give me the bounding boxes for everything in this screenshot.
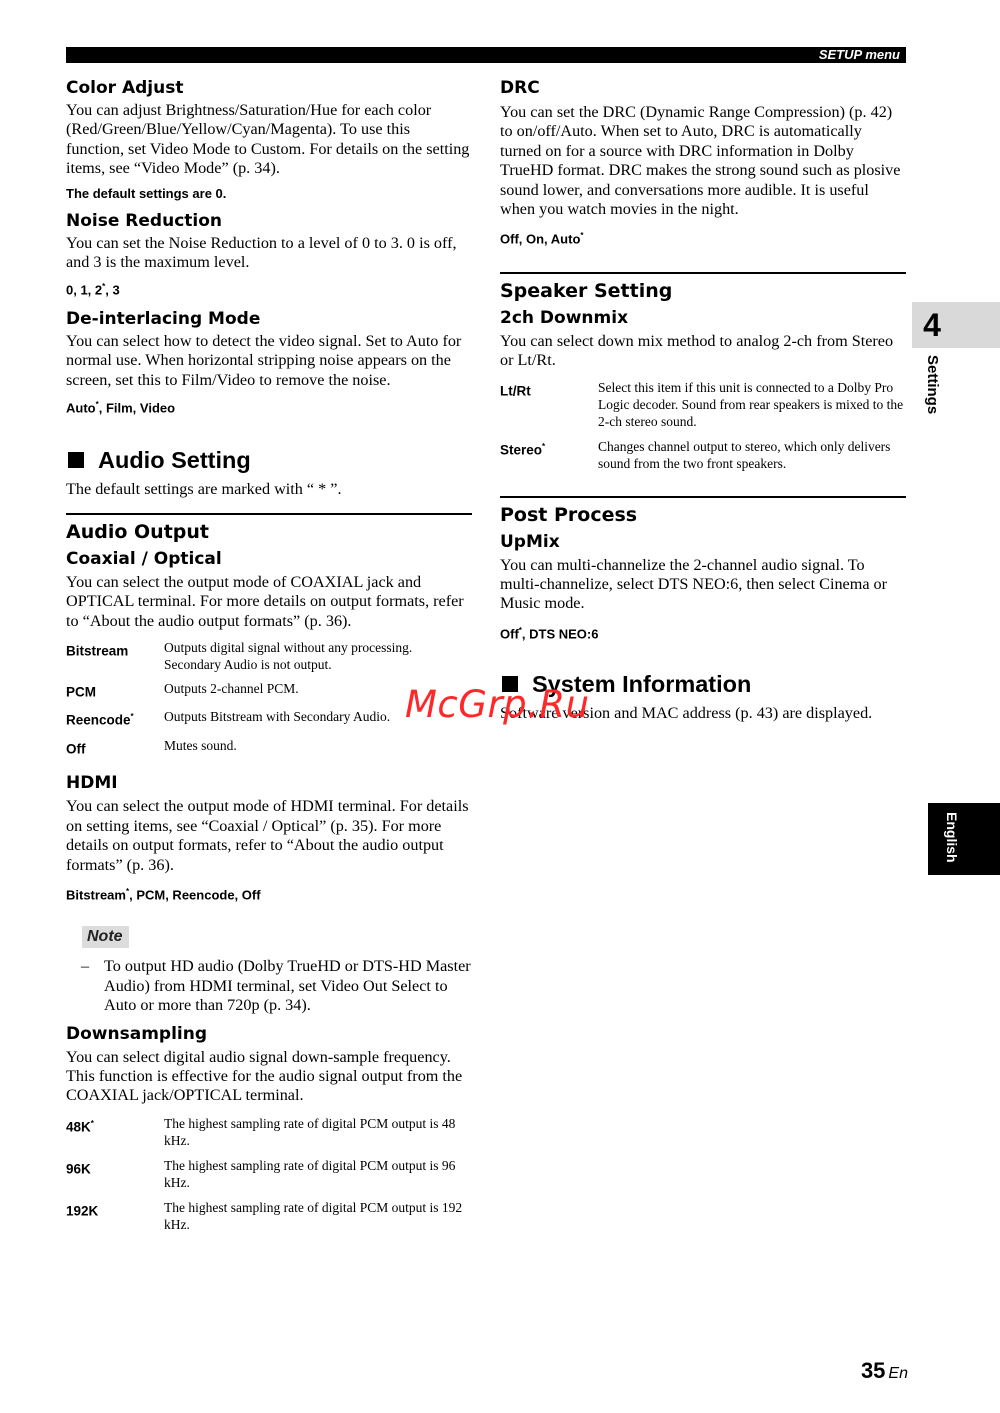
page-number-value: 35: [860, 1358, 886, 1383]
option-term: [66, 1115, 164, 1149]
option-description: The highest sampling rate of digital PCM output is 48 kHz.: [164, 1115, 456, 1148]
option-description: The highest sampling rate of digital PCM output is 96 kHz.: [164, 1157, 456, 1190]
drc-heading: DRC: [500, 78, 540, 98]
noise-reduction-heading: Noise Reduction: [66, 210, 223, 231]
option-description: Changes channel output to stereo, which only delivers sound from the two front speakers.: [598, 438, 891, 471]
drc-section: [500, 78, 906, 248]
noise-reduction-options-b: , 3: [105, 282, 120, 298]
color-adjust-heading: Color Adjust: [66, 78, 184, 98]
option-term-label: Bitstream: [66, 643, 129, 659]
hdmi-options-a: Bitstream: [66, 887, 126, 903]
option-term-label: 48K: [66, 1119, 91, 1135]
header-label: SETUP menu: [818, 47, 900, 62]
option-description: Outputs 2-channel PCM.: [164, 680, 299, 696]
section-divider: [500, 272, 906, 274]
header-bar: [66, 47, 906, 63]
default-star: *: [90, 1118, 94, 1128]
upmix-options: [500, 623, 906, 642]
square-bullet-icon: [68, 452, 84, 468]
noise-reduction-section: [66, 211, 472, 299]
option-term-label: Stereo: [500, 442, 543, 458]
definition-row: [66, 1115, 472, 1149]
upmix-heading: UpMix: [500, 531, 560, 552]
downsampling-text: You can select digital audio signal down-sample frequency. This function is effective for the audio signal output from the COAXIAL jack/OPTICAL terminal.: [66, 1047, 463, 1105]
audio-setting-section: [66, 446, 472, 499]
upmix-text: You can multi-channelize the 2-channel audio signal. To multi-channelize, select DTS NEO:6, then select Cinema or Music mode.: [500, 555, 888, 613]
definition-row: [66, 639, 472, 673]
option-description: Outputs Bitstream with Secondary Audio.: [164, 709, 391, 725]
default-star: *: [518, 625, 522, 635]
option-term-label: 96K: [66, 1161, 91, 1177]
default-star: *: [542, 441, 546, 451]
upmix-options-b: , DTS NEO:6: [521, 626, 599, 642]
default-star: *: [125, 887, 130, 897]
option-description: Select this item if this unit is connected to a Dolby Pro Logic decoder. Sound from rear speakers is mixed to the 2-ch stereo sound.: [598, 379, 904, 429]
option-term-label: Lt/Rt: [500, 383, 531, 399]
section-divider: [500, 496, 906, 498]
drc-options-a: Off, On, Auto: [500, 231, 581, 247]
page-language: En: [888, 1365, 908, 1382]
noise-reduction-options: [66, 279, 472, 298]
default-star: *: [130, 712, 134, 722]
audio-output-section: [66, 521, 472, 1233]
drc-text: You can set the DRC (Dynamic Range Compression) (p. 42) to on/off/Auto. When set to Auto, DRC is automatically turned on for a source with DRC information in Dolby TrueHD format. DRC makes the strong sound such as plosive sound lower, and conversations more audible. It is useful when you watch movies in the night.: [500, 103, 901, 219]
option-term: [66, 680, 164, 701]
chapter-number: 4: [923, 307, 941, 343]
right-column: [500, 78, 906, 724]
note-label: Note: [82, 926, 129, 948]
noise-reduction-text: You can set the Noise Reduction to a level of 0 to 3. 0 is off, and 3 is the maximum level.: [66, 233, 457, 272]
note-box: [66, 926, 472, 948]
deinterlacing-options-b: , Film, Video: [98, 400, 176, 416]
left-column: [66, 78, 472, 1233]
page-number: [861, 1358, 908, 1384]
option-term: [500, 438, 598, 472]
option-term: [66, 1199, 164, 1233]
section-divider: [66, 513, 472, 515]
audio-setting-title: Audio Setting: [98, 447, 251, 474]
note-text: To output HD audio (Dolby TrueHD or DTS-HD Master Audio) from HDMI terminal, set Video Out Select to Auto or more than 720p (p. 34).: [104, 957, 471, 1015]
color-adjust-section: [66, 78, 472, 202]
noise-reduction-options-a: 0, 1, 2: [66, 282, 103, 298]
chapter-tab: [912, 302, 1000, 348]
drc-options: [500, 228, 906, 247]
definition-row: [66, 737, 472, 758]
chapter-label: Settings: [924, 355, 941, 415]
option-term: [66, 737, 164, 758]
chapter-label-wrapper: [920, 355, 944, 435]
downsampling-heading: Downsampling: [66, 1023, 207, 1044]
definition-row: [66, 1199, 472, 1233]
option-term-label: Off: [66, 741, 86, 757]
option-term: [66, 639, 164, 673]
system-information-title: System Information: [532, 671, 752, 698]
downsampling-options-list: [66, 1115, 472, 1233]
default-star: *: [102, 282, 106, 292]
post-process-heading: Post Process: [500, 503, 638, 526]
downmix-text: You can select down mix method to analog 2-ch from Stereo or Lt/Rt.: [500, 331, 894, 370]
definition-row: [500, 438, 906, 472]
audio-setting-text: The default settings are marked with “ * ”.: [66, 480, 342, 499]
language-label: English: [944, 812, 960, 863]
option-term-label: PCM: [66, 684, 96, 700]
option-term-label: Reencode: [66, 712, 131, 728]
deinterlacing-options: [66, 397, 472, 416]
deinterlacing-options-a: Auto: [66, 400, 96, 416]
downmix-options-list: [500, 379, 906, 472]
hdmi-heading: HDMI: [66, 773, 118, 794]
color-adjust-default: The default settings are 0.: [66, 185, 227, 201]
system-information-text: Software version and MAC address (p. 43) are displayed.: [500, 704, 873, 723]
deinterlacing-heading: De-interlacing Mode: [66, 308, 261, 329]
definition-row: [500, 379, 906, 430]
upmix-options-a: Off: [500, 626, 519, 642]
hdmi-text: You can select the output mode of HDMI terminal. For details on setting items, see “Coaxial / Optical” (p. 35). For more details on output formats, refer to “About the audio output formats” (p. 36).: [66, 797, 469, 874]
audio-output-heading: Audio Output: [66, 520, 209, 543]
default-star: *: [95, 399, 99, 409]
speaker-setting-heading: Speaker Setting: [500, 279, 673, 302]
coaxial-optical-heading: Coaxial / Optical: [66, 548, 222, 569]
definition-row: [66, 1157, 472, 1191]
option-term: [500, 379, 598, 430]
note-dash: –: [80, 957, 90, 976]
option-description: Outputs digital signal without any processing. Secondary Audio is not output.: [164, 639, 413, 672]
default-star: *: [580, 231, 584, 241]
audio-setting-heading: [66, 446, 472, 474]
option-description: Mutes sound.: [164, 737, 237, 753]
color-adjust-text: You can adjust Brightness/Saturation/Hue for each color (Red/Green/Blue/Yellow/Cyan/Magenta). To use this function, set Video Mode to Custom. For details on the setting items, see “Video Mode” (p. 34).: [66, 101, 470, 178]
deinterlacing-text: You can select how to detect the video signal. Set to Auto for normal use. When horizontal stripping noise appears on the screen, set this to Film/Video to remove the noise.: [66, 331, 462, 389]
option-term-label: 192K: [66, 1203, 99, 1219]
watermark: McGrp.Ru: [405, 683, 590, 726]
hdmi-options: [66, 884, 472, 903]
option-term: [66, 708, 164, 729]
option-description: The highest sampling rate of digital PCM output is 192 kHz.: [164, 1199, 463, 1232]
deinterlacing-section: [66, 309, 472, 417]
option-term: [66, 1157, 164, 1191]
note-item: [66, 957, 472, 1015]
coaxial-optical-text: You can select the output mode of COAXIAL jack and OPTICAL terminal. For more details on output formats, refer to “About the audio output formats” (p. 36).: [66, 572, 464, 630]
downmix-heading: 2ch Downmix: [500, 307, 629, 328]
speaker-setting-section: [500, 280, 906, 472]
hdmi-options-b: , PCM, Reencode, Off: [129, 887, 261, 903]
post-process-section: [500, 504, 906, 643]
language-tab: [928, 803, 1000, 875]
